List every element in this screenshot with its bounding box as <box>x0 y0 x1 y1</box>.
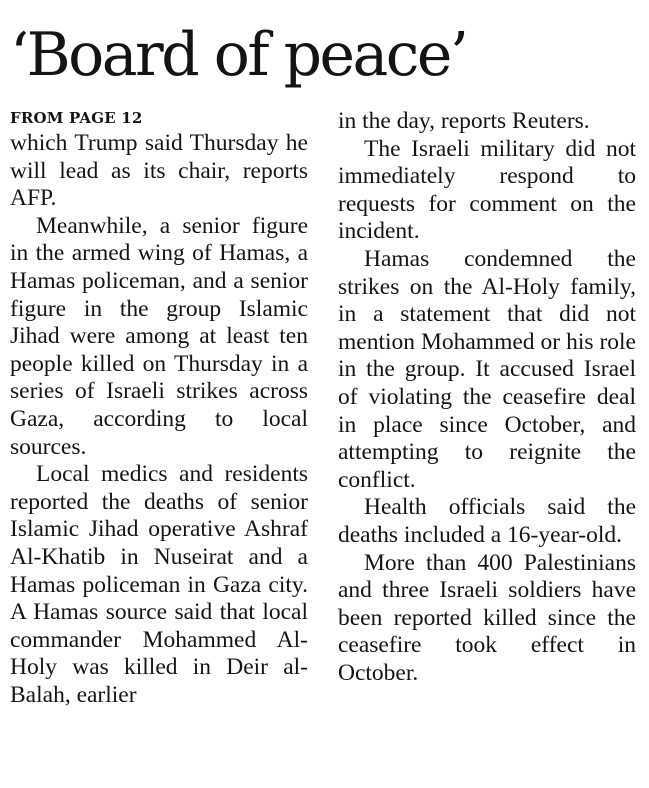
article-column-right <box>338 108 636 687</box>
article-column-left <box>10 108 308 709</box>
continuation-kicker: FROM PAGE 12 <box>10 109 143 127</box>
paragraph: The Israeli military did not immediately respond to requests for comment on the incident. <box>338 135 636 245</box>
paragraph: which Trump said Thursday he will lead as its chair, reports AFP. <box>10 130 308 212</box>
paragraph: Health officials said the deaths included a 16-year-old. <box>338 494 636 548</box>
paragraph: Meanwhile, a senior figure in the armed wing of Hamas, a Hamas policeman, and a senior figure in the group Islamic Jihad were among at least ten people killed on Thursday in a series of Israeli strikes across Gaza, according to local sources. <box>10 212 308 460</box>
paragraph: Local medics and residents reported the deaths of senior Islamic Jihad operative Ashraf Al-Khatib in Nuseirat and a Hamas policeman in Gaza city. A Hamas source said that local commander Mohammed Al-Holy was killed in Deir al-Balah, earlier <box>10 461 308 708</box>
headline: ‘Board of peace’ <box>10 20 467 90</box>
paragraph: More than 400 Palestinians and three Israeli soldiers have been reported killed since the ceasefire took effect in October. <box>338 549 636 686</box>
paragraph: in the day, reports Reuters. <box>338 108 590 134</box>
paragraph: Hamas condemned the strikes on the Al-Holy family, in a statement that did not mention Mohammed or his role in the group. It accused Israel of violating the ceasefire deal in place since October, and attempting to reignite the conflict. <box>338 245 636 493</box>
